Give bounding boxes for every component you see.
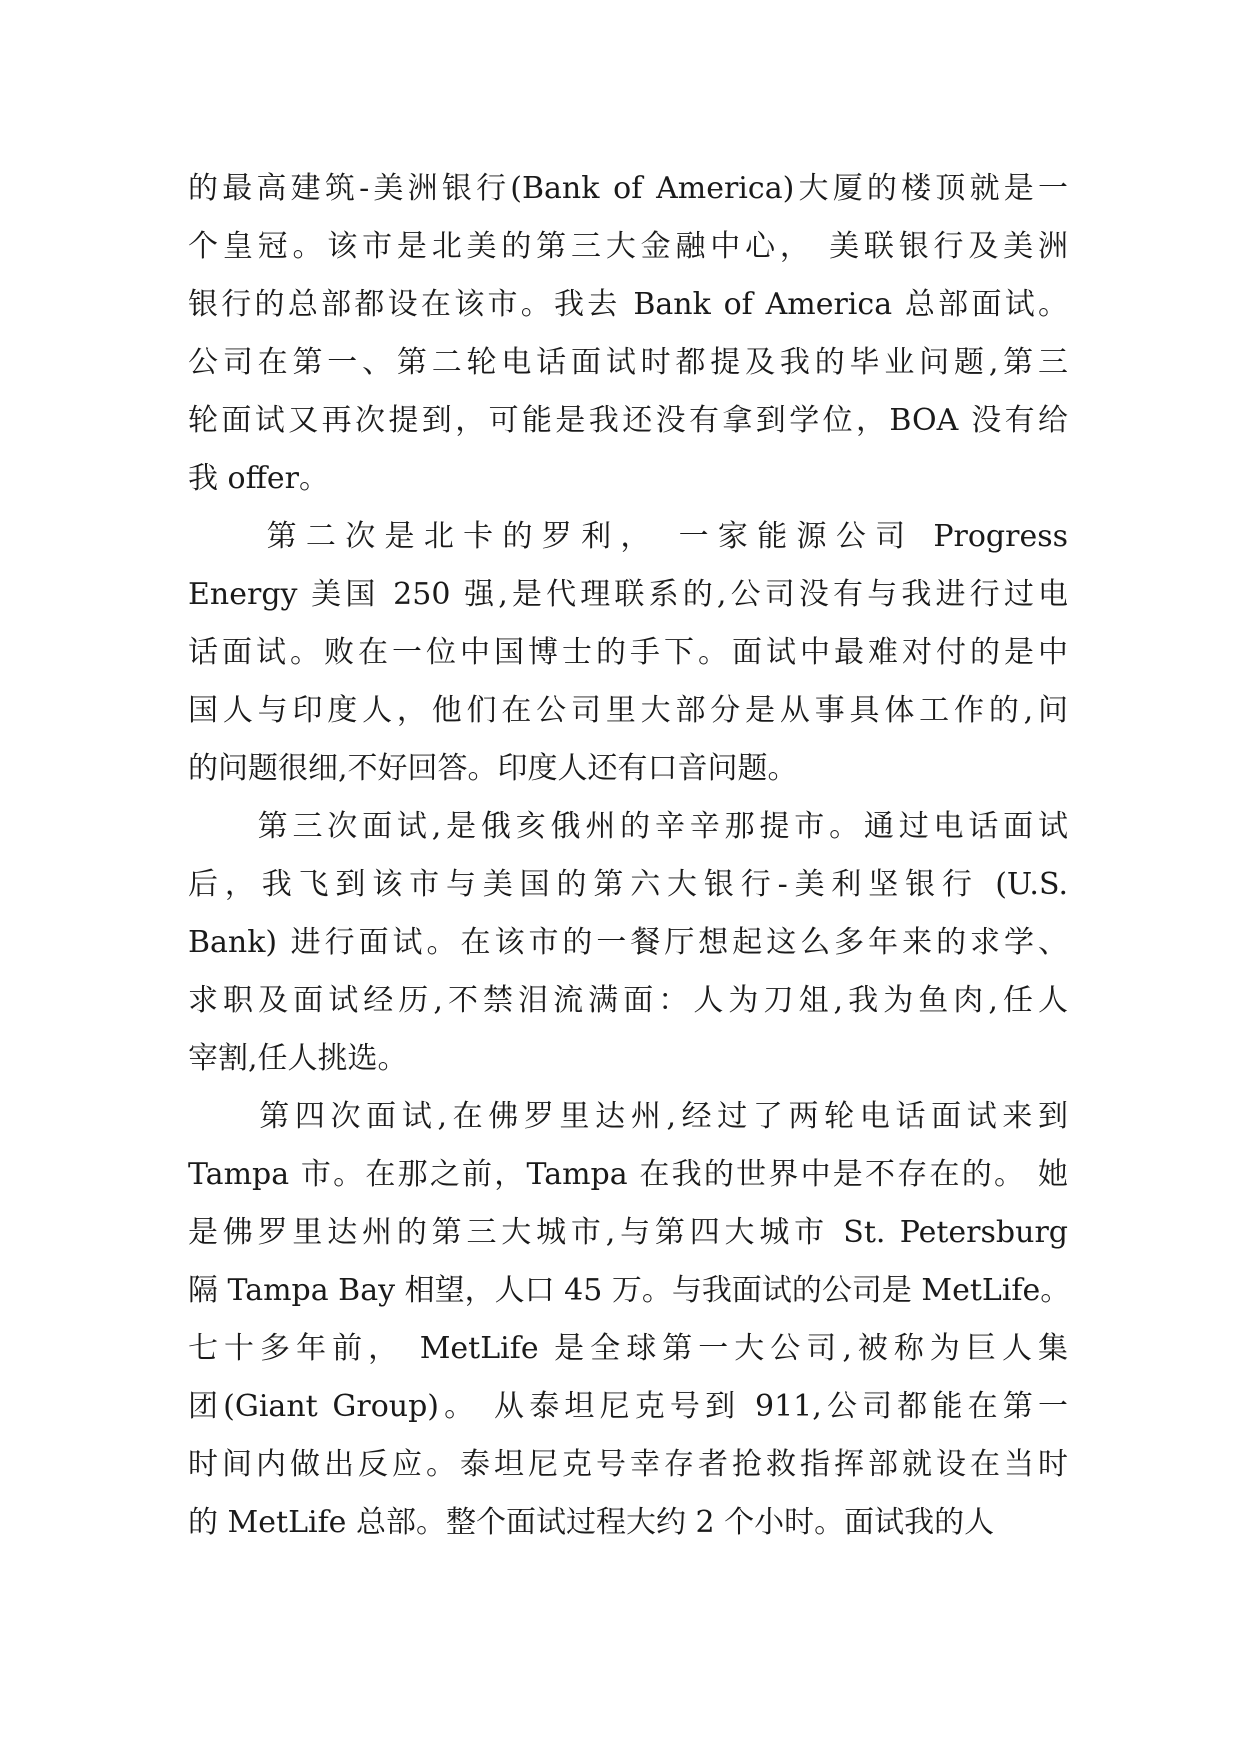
text-line: 轮面试又再次提到，可能是我还没有拿到学位，BOA 没有给 bbox=[188, 403, 1068, 438]
text-line: 团(Giant Group)。 从泰坦尼克号到 911,公司都能在第一 bbox=[188, 1389, 1068, 1424]
text-line: 七十多年前， MetLife 是全球第一大公司,被称为巨人集 bbox=[188, 1331, 1068, 1366]
text-line: 宰割,任人挑选。 bbox=[188, 1041, 408, 1076]
body-text bbox=[188, 160, 1071, 1552]
text-line: 第二次是北卡的罗利， 一家能源公司 Progress bbox=[188, 519, 1068, 554]
text-line: Energy 美国 250 强,是代理联系的,公司没有与我进行过电 bbox=[188, 577, 1068, 612]
text-line: 的问题很细,不好回答。印度人还有口音问题。 bbox=[188, 751, 798, 786]
text-line: 的最高建筑-美洲银行(Bank of America)大厦的楼顶就是一 bbox=[188, 171, 1068, 206]
text-line: Tampa 市。在那之前，Tampa 在我的世界中是不存在的。 她 bbox=[188, 1157, 1068, 1192]
text-line: 第三次面试,是俄亥俄州的辛辛那提市。通过电话面试 bbox=[188, 809, 1068, 844]
text-line: 话面试。败在一位中国博士的手下。面试中最难对付的是中 bbox=[188, 635, 1068, 670]
text-line: 求职及面试经历,不禁泪流满面：人为刀俎,我为鱼肉,任人 bbox=[188, 983, 1068, 1018]
text-line: 的 MetLife 总部。整个面试过程大约 2 个小时。面试我的人 bbox=[188, 1505, 995, 1540]
text-line: 第四次面试,在佛罗里达州,经过了两轮电话面试来到 bbox=[188, 1099, 1068, 1134]
text-line: 时间内做出反应。泰坦尼克号幸存者抢救指挥部就设在当时 bbox=[188, 1447, 1068, 1482]
text-line: 后，我飞到该市与美国的第六大银行-美利坚银行 (U.S. bbox=[188, 867, 1068, 902]
text-line: 公司在第一、第二轮电话面试时都提及我的毕业问题,第三 bbox=[188, 345, 1068, 380]
text-line: 我 offer。 bbox=[188, 461, 330, 496]
text-line: 银行的总部都设在该市。我去 Bank of America 总部面试。 bbox=[188, 287, 1068, 322]
text-line: 是佛罗里达州的第三大城市,与第四大城市 St. Petersburg bbox=[188, 1215, 1068, 1250]
text-line: 国人与印度人，他们在公司里大部分是从事具体工作的,问 bbox=[188, 693, 1068, 728]
text-line: 隔 Tampa Bay 相望，人口 45 万。与我面试的公司是 MetLife。 bbox=[188, 1273, 1071, 1308]
text-line: Bank) 进行面试。在该市的一餐厅想起这么多年来的求学、 bbox=[188, 925, 1068, 960]
text-line: 个皇冠。该市是北美的第三大金融中心， 美联银行及美洲 bbox=[188, 229, 1068, 264]
